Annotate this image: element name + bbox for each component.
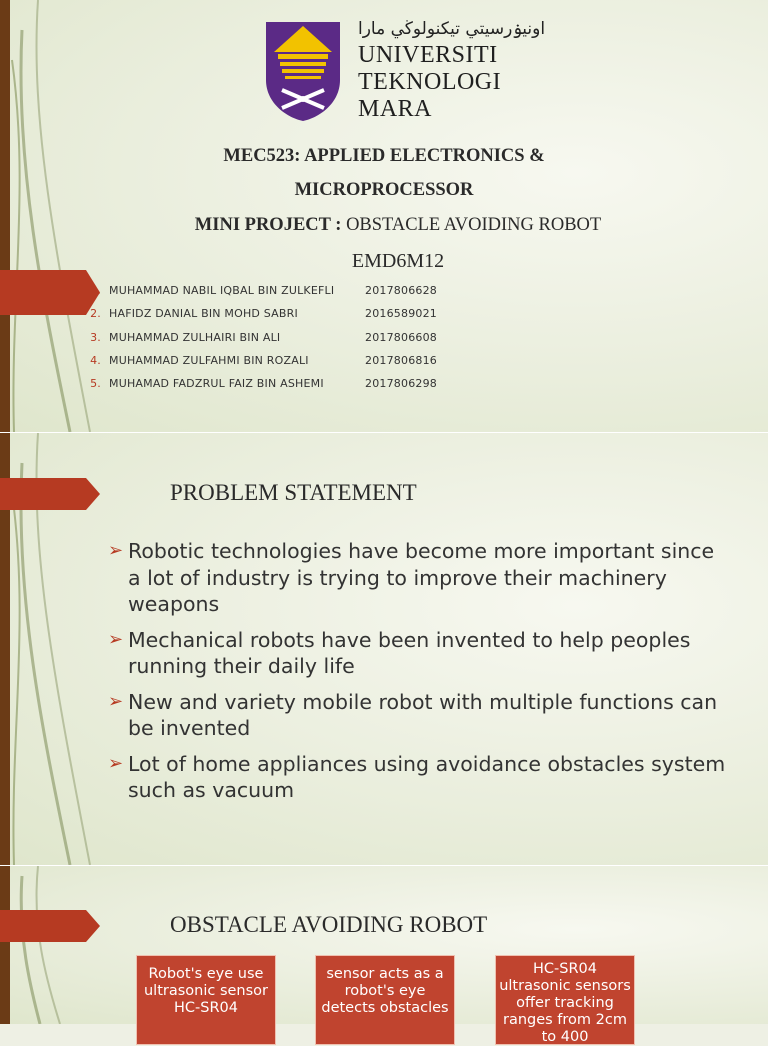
member-id: 2017806608 [365, 331, 437, 344]
bullet-item [108, 689, 728, 742]
bullet-text: Lot of home appliances using avoidance obstacles system such as vacuum [128, 751, 726, 802]
member-row [90, 284, 437, 297]
slide-title [0, 0, 768, 432]
member-number: 1. [90, 284, 101, 297]
member-name: MUHAMMAD ZULFAHMI BIN ROZALI [109, 354, 309, 367]
accent-tab [0, 910, 100, 942]
logo-jawi-text: اونيۏرسيتي تيكنولوڬي مارا [358, 19, 546, 39]
member-row [90, 331, 437, 344]
member-id: 2017806628 [365, 284, 437, 297]
course-line1: MEC523: APPLIED ELECTRONICS & [223, 146, 545, 166]
member-row [90, 307, 437, 320]
mini-project-heading [100, 215, 696, 236]
info-box: Robot's eye use ultrasonic sensor HC-SR04 [136, 955, 276, 1045]
bullet-list [108, 538, 728, 813]
info-box: HC-SR04 ultrasonic sensors offer tracking ranges from 2cm to 400 [495, 955, 635, 1045]
member-name: HAFIDZ DANIAL BIN MOHD SABRI [109, 307, 298, 320]
member-id: 2017806298 [365, 377, 437, 390]
arrow-bullet-icon: ➢ [108, 752, 124, 774]
arrow-bullet-icon: ➢ [108, 628, 124, 650]
bullet-item [108, 538, 728, 618]
arrow-bullet-icon: ➢ [108, 690, 124, 712]
bullet-text: New and variety mobile robot with multiple functions can be invented [128, 689, 718, 740]
uitm-logo [262, 18, 546, 123]
bullet-text: Mechanical robots have been invented to help peoples running their daily life [128, 627, 691, 678]
member-number: 2. [90, 307, 101, 320]
mini-project-label: MINI PROJECT : [194, 215, 342, 235]
slide-title: PROBLEM STATEMENT [170, 480, 417, 505]
logo-name-line2: TEKNOLOGI [358, 69, 502, 95]
accent-tab [0, 478, 100, 510]
bullet-item [108, 751, 728, 804]
uitm-crest-icon [262, 18, 344, 122]
member-name: MUHAMAD FADZRUL FAIZ BIN ASHEMI [109, 377, 324, 390]
logo-name-line3: MARA [358, 96, 433, 122]
decorative-swoosh [0, 866, 110, 1024]
member-number: 3. [90, 331, 101, 344]
member-row [90, 377, 437, 390]
mini-project-title: OBSTACLE AVOIDING ROBOT [346, 215, 602, 235]
info-box: sensor acts as a robot's eye detects obstacles [315, 955, 455, 1045]
member-name: MUHAMMAD ZULHAIRI BIN ALI [109, 331, 281, 344]
member-number: 4. [90, 354, 101, 367]
member-name: MUHAMMAD NABIL IQBAL BIN ZULKEFLI [109, 284, 335, 297]
arrow-bullet-icon: ➢ [108, 540, 124, 561]
bullet-text: Robotic technologies have become more important since a lot of industry is trying to improve their machinery weapons [128, 539, 715, 616]
slide-title: OBSTACLE AVOIDING ROBOT [170, 912, 488, 937]
member-id: 2017806816 [365, 354, 437, 367]
member-id: 2016589021 [365, 307, 437, 320]
logo-name-line1: UNIVERSITI [358, 42, 498, 68]
group-code: EMD6M12 [351, 250, 445, 272]
decorative-swoosh [0, 0, 110, 432]
course-line2: MICROPROCESSOR [294, 180, 474, 200]
bullet-item [108, 627, 728, 680]
member-number: 5. [90, 377, 101, 390]
member-row [90, 354, 437, 367]
